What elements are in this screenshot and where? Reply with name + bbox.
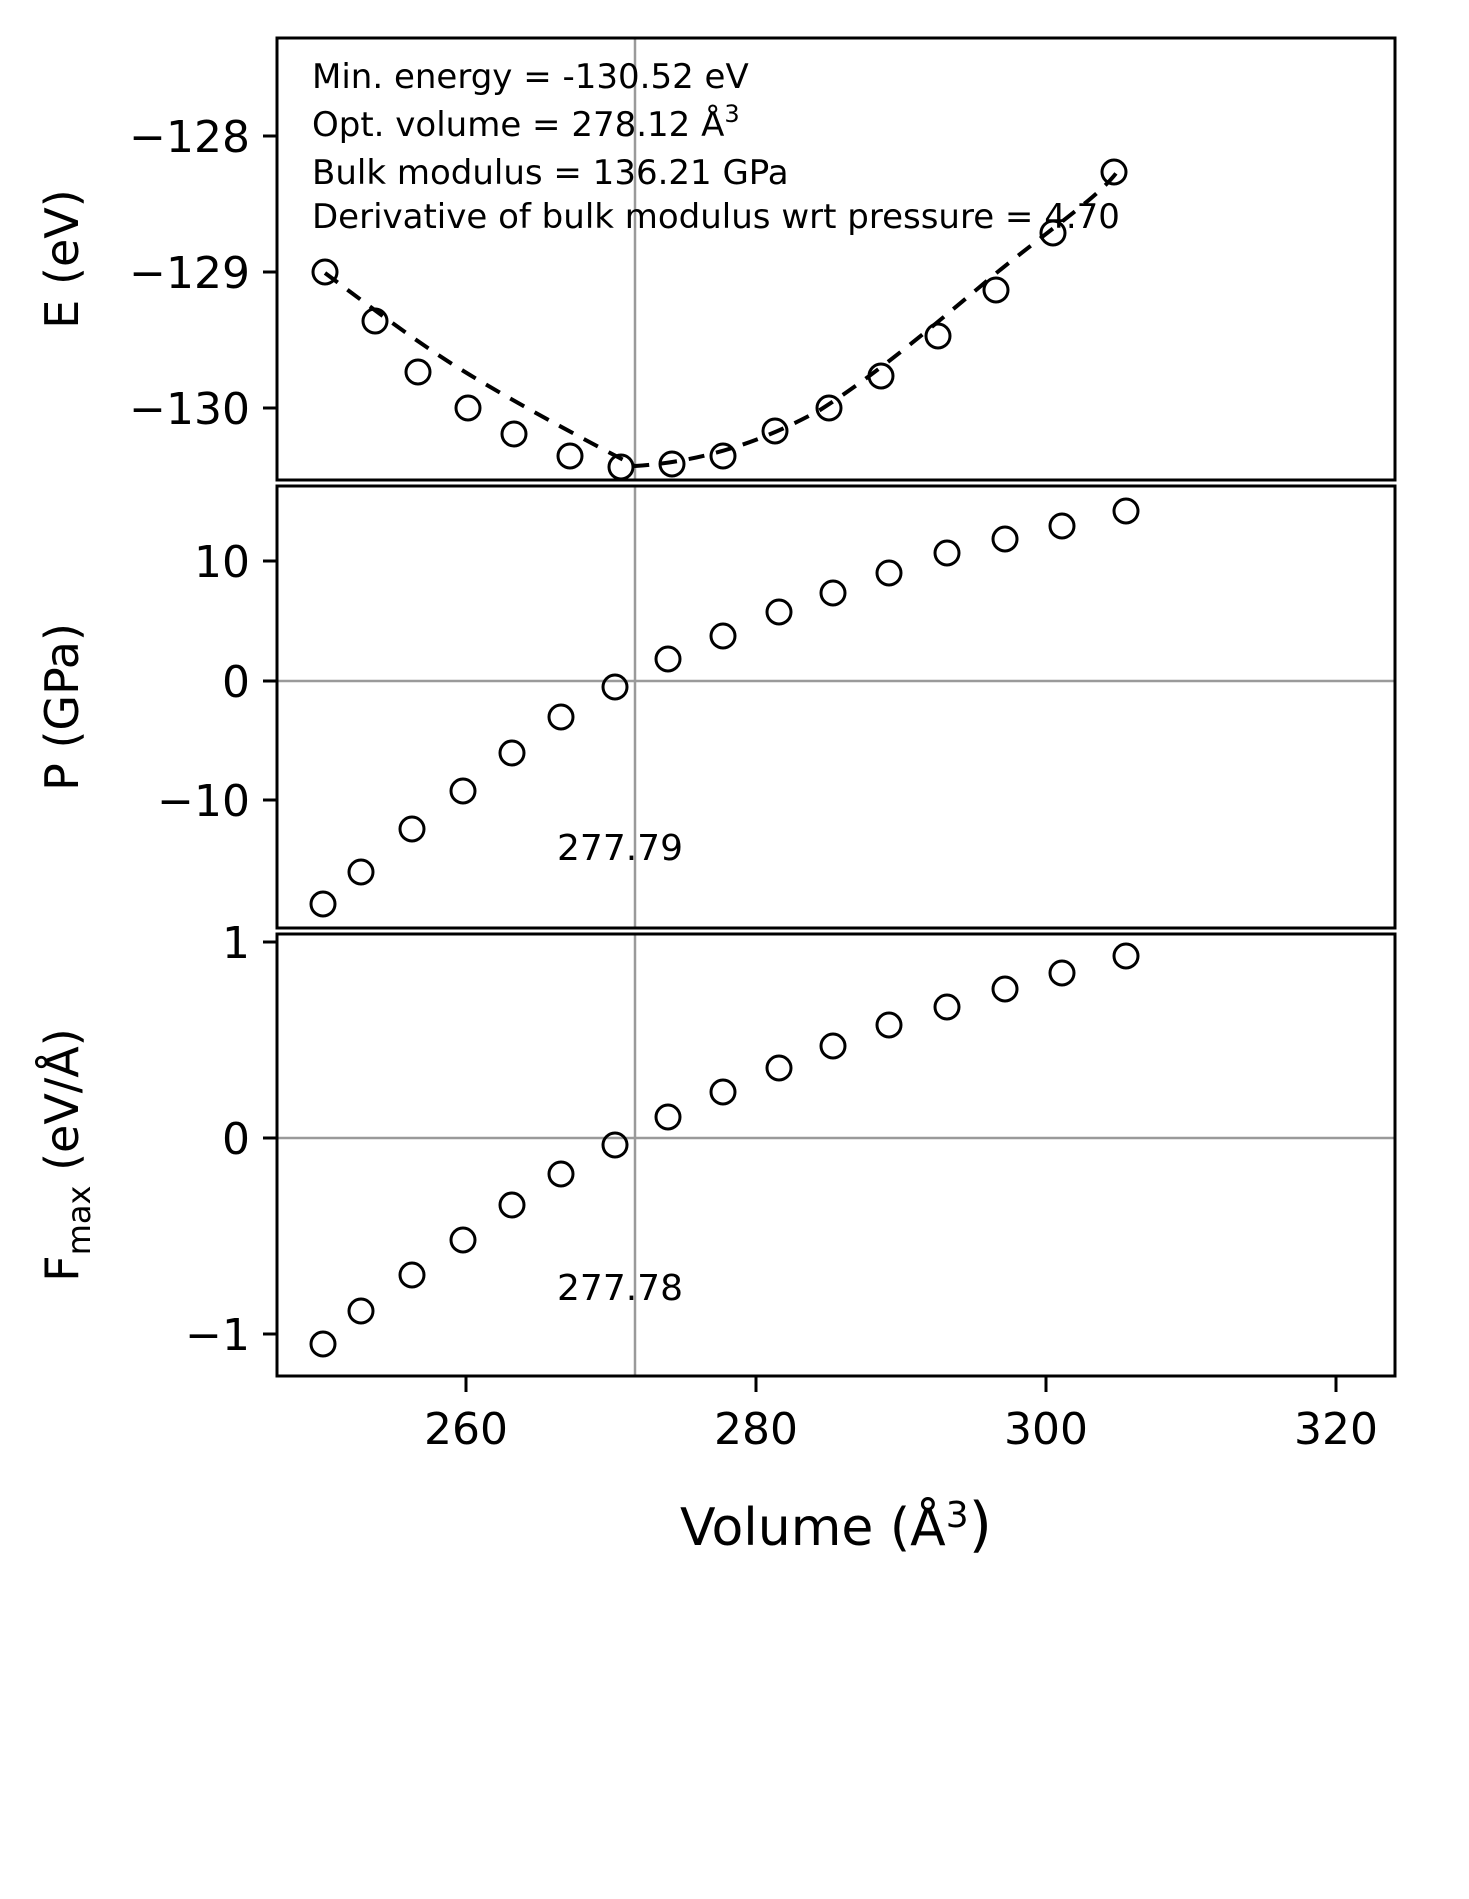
pressure-ytick-0: 10 (194, 537, 250, 588)
pressure-ytick-1: 0 (222, 657, 250, 708)
x-axis-label-main: Volume (Å (679, 1498, 946, 1558)
pressure-panel-frame (277, 486, 1395, 928)
fmax-ytick-0: 1 (222, 918, 250, 969)
energy-panel-yticks (129, 112, 277, 435)
annot-opt-volume-sup: 3 (724, 100, 740, 128)
fmax-vline-label: 277.78 (557, 1268, 683, 1309)
pressure-vline-label: 277.79 (557, 828, 683, 869)
energy-ytick-0: −128 (129, 112, 250, 163)
x-axis-label-tail: ) (968, 1490, 993, 1560)
annot-bulk-derivative: Derivative of bulk modulus wrt pressure = 4.70 (312, 197, 1120, 237)
fmax-panel (35, 918, 1395, 1560)
fmax-panel-yticks (185, 918, 277, 1361)
fmax-ytick-1: 0 (222, 1114, 250, 1165)
xtick-260: 260 (424, 1404, 508, 1455)
energy-panel (35, 38, 1395, 480)
x-axis-label (680, 1490, 992, 1560)
fmax-panel-frame (277, 934, 1395, 1376)
fmax-points (311, 944, 1138, 1356)
xtick-300: 300 (1004, 1404, 1088, 1455)
annot-opt-volume (312, 100, 740, 145)
annot-min-energy: Min. energy = -130.52 eV (312, 57, 749, 97)
fmax-axis-label-tail: (eV/Å) (35, 1028, 89, 1186)
pressure-points (311, 499, 1138, 916)
x-axis-label-sup: 3 (945, 1495, 969, 1536)
energy-ytick-1: −129 (129, 248, 250, 299)
xtick-280: 280 (714, 1404, 798, 1455)
energy-ytick-2: −130 (129, 384, 250, 435)
pressure-panel (35, 486, 1395, 928)
fit-annotations (312, 57, 1120, 237)
pressure-panel-yticks (157, 537, 277, 827)
xtick-320: 320 (1294, 1404, 1378, 1455)
pressure-axis-label: P (GPa) (35, 623, 89, 791)
annot-opt-volume-main: Opt. volume = 278.12 Å (312, 105, 725, 145)
fmax-ytick-2: −1 (185, 1310, 250, 1361)
energy-axis-label: E (eV) (35, 189, 89, 329)
fmax-axis-label-main: F (35, 1255, 89, 1282)
fmax-axis-label-sub: max (60, 1185, 98, 1256)
fmax-axis-label (35, 1028, 98, 1281)
pressure-ytick-2: −10 (157, 776, 250, 827)
annot-bulk-modulus: Bulk modulus = 136.21 GPa (312, 153, 789, 193)
xaxis-ticks (424, 1376, 1378, 1455)
